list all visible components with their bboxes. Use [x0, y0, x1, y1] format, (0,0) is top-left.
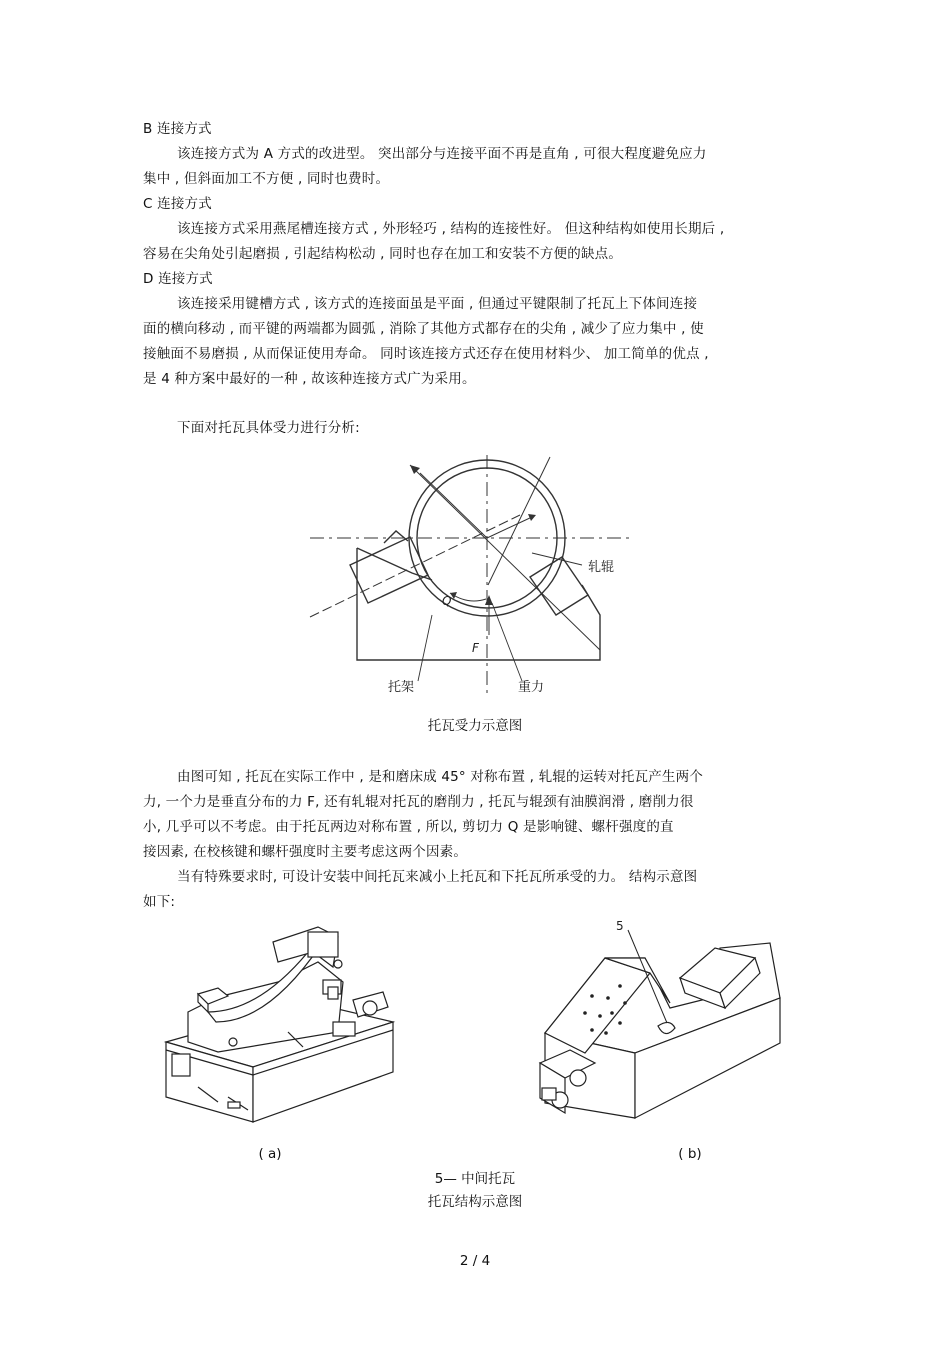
- section-c-line-2: 容易在尖角处引起磨损 , 引起结构松动 , 同时也存在加工和安装不方便的缺点。: [143, 246, 623, 262]
- analysis-line-3: 小, 几乎可以不考虑。由于托瓦两边对称布置 , 所以, 剪切力 Q 是影响键、螺杆强度的直: [143, 819, 674, 835]
- section-d-line-4: 是 4 种方案中最好的一种 , 故该种连接方式广为采用。: [143, 371, 476, 387]
- label-5: 5: [616, 919, 624, 933]
- figure-1-caption: 托瓦受力示意图: [427, 718, 523, 734]
- label-roller: 轧辊: [588, 560, 615, 575]
- page-number: 2 / 4: [459, 1253, 491, 1269]
- force-diagram: [300, 445, 650, 705]
- section-b-heading: B 连接方式: [143, 121, 212, 137]
- section-c-line-1: 该连接方式采用燕尾槽连接方式 , 外形轻巧 , 结构的连接性好。 但这种结构如使用长期后 ,: [177, 221, 725, 237]
- sub-caption-b: ( b): [678, 1146, 702, 1162]
- section-c-heading: C 连接方式: [143, 196, 212, 212]
- analysis-line-1: 由图可知 , 托瓦在实际工作中 , 是和磨床成 45° 对称布置 , 轧辊的运转对托瓦产生两个: [177, 769, 704, 785]
- analysis-intro: 下面对托瓦具体受力进行分析:: [177, 420, 360, 436]
- figure-2-caption: 托瓦结构示意图: [427, 1194, 523, 1210]
- section-b-line-2: 集中 , 但斜面加工不方便 , 同时也费时。: [143, 171, 390, 187]
- sub-caption-a: ( a): [258, 1146, 282, 1162]
- section-d-heading: D 连接方式: [143, 271, 213, 287]
- section-b-line-1: 该连接方式为 A 方式的改进型。 突出部分与连接平面不再是直角 , 可很大程度避免应力: [177, 146, 707, 162]
- analysis-line-4: 接因素, 在校核键和螺杆强度时主要考虑这两个因素。: [143, 844, 468, 860]
- section-d-line-2: 面的横向移动 , 而平键的两端都为圆弧 , 消除了其他方式都存在的尖角 , 减少了应力集中 , 使: [143, 321, 704, 337]
- analysis-line-6: 如下:: [143, 894, 176, 910]
- section-d-line-3: 接触面不易磨损 , 从而保证使用寿命。 同时该连接方式还存在使用材料少、 加工简单的优点 ,: [143, 346, 709, 362]
- label-q: Q: [442, 594, 452, 608]
- section-d-line-1: 该连接采用键槽方式 , 该方式的连接面虽是平面 , 但通过平键限制了托瓦上下体间连接: [177, 296, 698, 312]
- analysis-line-2: 力, 一个力是垂直分布的力 F, 还有轧辊对托瓦的磨削力 , 托瓦与辊颈有油膜润滑 , 磨削力很: [143, 794, 694, 810]
- bracket-figure-a: [158, 922, 408, 1132]
- label-gravity: 重力: [518, 680, 545, 695]
- label-bracket: 托架: [388, 680, 415, 695]
- figure-2-legend: 5— 中间托瓦: [434, 1171, 516, 1187]
- pad-figure-b: [530, 918, 795, 1133]
- analysis-line-5: 当有特殊要求时, 可设计安装中间托瓦来减小上托瓦和下托瓦所承受的力。 结构示意图: [177, 869, 698, 885]
- label-f: F: [472, 641, 479, 655]
